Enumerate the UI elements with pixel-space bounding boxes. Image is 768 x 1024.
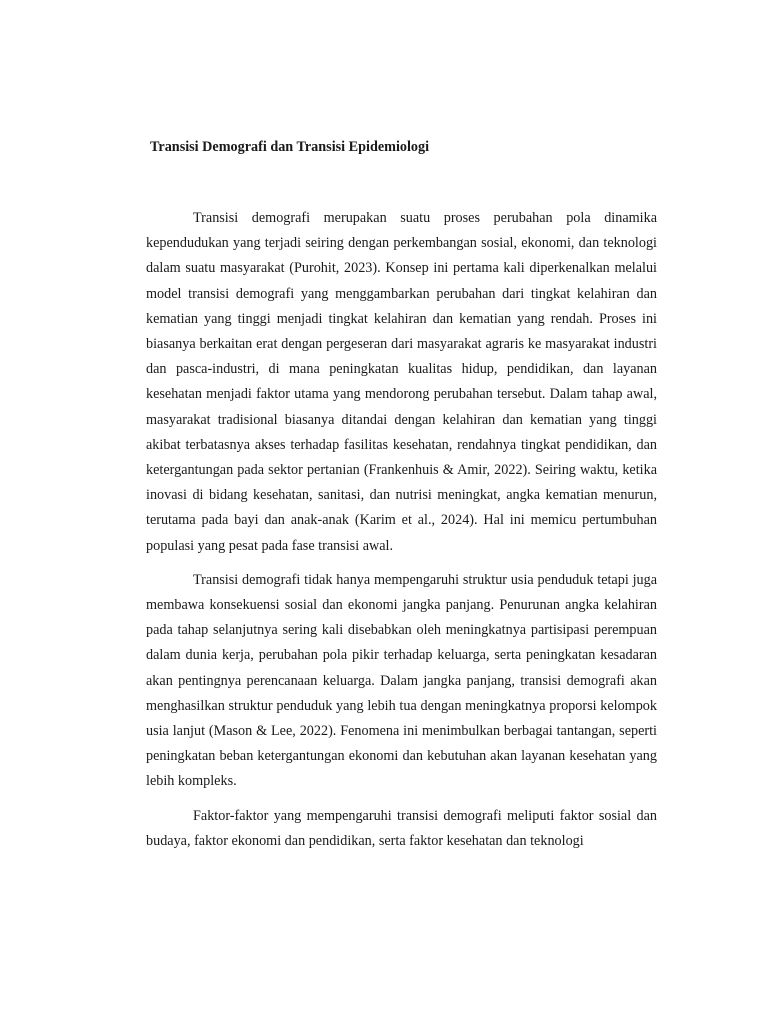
paragraph-1: Transisi demografi merupakan suatu proses perubahan pola dinamika kependudukan yang terjadi seiring dengan perkembangan sosial, ekonomi, dan teknologi dalam suatu masyarakat (Purohit, 2023). Konsep ini pertama kali diperkenalkan melalui model transisi demografi yang menggambarkan perubahan dari tingkat kelahiran dan kematian yang tinggi menjadi tingkat kelahiran dan kematian yang rendah. Proses ini biasanya berkaitan erat dengan pergeseran dari masyarakat agraris ke masyarakat industri dan pasca-industri, di mana peningkatan kualitas hidup, pendidikan, dan layanan kesehatan menjadi faktor utama yang mendorong perubahan tersebut. Dalam tahap awal, masyarakat tradisional biasanya ditandai dengan kelahiran dan kematian yang tinggi akibat terbatasnya akses terhadap fasilitas kesehatan, rendahnya tingkat pendidikan, dan ketergantungan pada sektor pertanian (Frankenhuis & Amir, 2022). Seiring waktu, ketika inovasi di bidang kesehatan, sanitasi, dan nutrisi meningkat, angka kematian menurun, terutama pada bayi dan anak-anak (Karim et al., 2024). Hal ini memicu pertumbuhan populasi yang pesat pada fase transisi awal. [146, 210, 657, 554]
document-body [146, 206, 657, 863]
document-title: Transisi Demografi dan Transisi Epidemiologi [150, 139, 430, 155]
paragraph-3: Faktor-faktor yang mempengaruhi transisi demografi meliputi faktor sosial dan budaya, faktor ekonomi dan pendidikan, serta faktor kesehatan dan teknologi [146, 807, 657, 849]
paragraph-2: Transisi demografi tidak hanya mempengaruhi struktur usia penduduk tetapi juga membawa konsekuensi sosial dan ekonomi jangka panjang. Penurunan angka kelahiran pada tahap selanjutnya sering kali disebabkan oleh meningkatnya partisipasi perempuan dalam dunia kerja, perubahan pola pikir terhadap keluarga, serta peningkatan kesadaran akan pentingnya perencanaan keluarga. Dalam jangka panjang, transisi demografi akan menghasilkan struktur penduduk yang lebih tua dengan meningkatnya proporsi kelompok usia lanjut (Mason & Lee, 2022). Fenomena ini menimbulkan berbagai tantangan, seperti peningkatan beban ketergantungan ekonomi dan kebutuhan akan layanan kesehatan yang lebih kompleks. [146, 571, 657, 790]
